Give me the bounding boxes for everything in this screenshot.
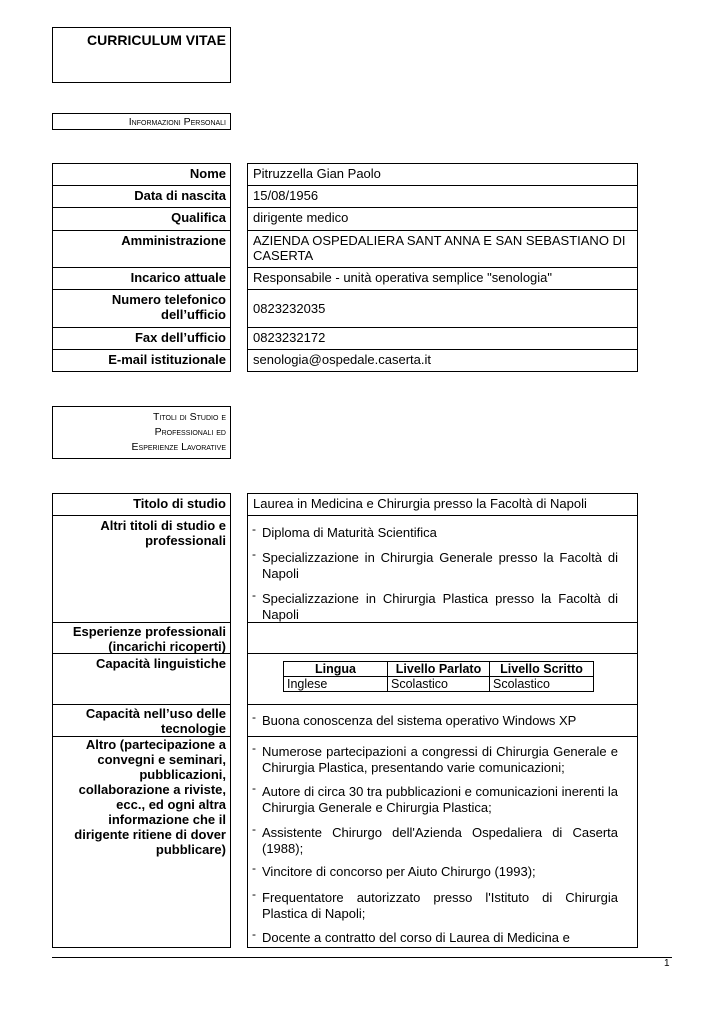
value-fax: 0823232172 [247, 327, 638, 350]
lang-header-parlato: Livello Parlato [388, 662, 490, 677]
list-item: - Assistente Chirurgo dell'Azienda Ospedaliera di Caserta (1988); [252, 822, 618, 856]
value-amministrazione: AZIENDA OSPEDALIERA SANT ANNA E SAN SEBASTIANO DI CASERTA [247, 230, 638, 268]
altro-item-5: Frequentatore autorizzato presso l'Istituto di Chirurgia Plastica di Napoli; [262, 890, 618, 921]
section-studies-line1: Titoli di Studio e [153, 411, 226, 423]
label-tecnologie: Capacità nell’uso delle tecnologie [52, 704, 231, 737]
label-data-nascita: Data di nascita [52, 185, 231, 208]
altro-item-1: Numerose partecipazioni a congressi di Chirurgia Generale e Chirurgia Plastica, presentando varie comunicazioni; [262, 744, 618, 775]
list-item: - Buona conoscenza del sistema operativo Windows XP [252, 713, 618, 729]
label-altro: Altro (partecipazione a convegni e seminari, pubblicazioni, collaborazione a riviste, ecc., ed ogni altra informazione che il dirigente ritiene di dover pubblicare) [52, 736, 231, 948]
value-qualifica: dirigente medico [247, 207, 638, 231]
section-studies-line2: Professionali ed [154, 426, 226, 438]
cv-title: CURRICULUM VITAE [87, 32, 226, 48]
footer-divider [52, 957, 672, 958]
altro-item-4: Vincitore di concorso per Aiuto Chirurgo (1993); [262, 864, 536, 879]
value-incarico: Responsabile - unità operativa semplice "senologia" [247, 267, 638, 290]
altri-titoli-item-3: Specializzazione in Chirurgia Plastica presso la Facoltà di Napoli [262, 591, 618, 622]
list-item: - Numerose partecipazioni a congressi di Chirurgia Generale e Chirurgia Plastica, presentando varie comunicazioni; [252, 741, 618, 775]
lang-cell-lingua: Inglese [284, 677, 388, 692]
label-qualifica: Qualifica [52, 207, 231, 231]
value-titolo-studio: Laurea in Medicina e Chirurgia presso la Facoltà di Napoli [247, 493, 638, 516]
label-nome: Nome [52, 163, 231, 186]
lang-cell-parlato: Scolastico [388, 677, 490, 692]
altro-item-2: Autore di circa 30 tra pubblicazioni e comunicazioni inerenti la Chirurgia Generale e Chirurgia Plastica; [262, 784, 618, 815]
section-personal-info: Informazioni Personali [52, 113, 231, 130]
value-esperienze [247, 622, 638, 654]
value-email: senologia@ospedale.caserta.it [247, 349, 638, 372]
label-email: E-mail istituzionale [52, 349, 231, 372]
label-titolo-studio: Titolo di studio [52, 493, 231, 516]
list-item: - Specializzazione in Chirurgia Generale presso la Facoltà di Napoli [252, 547, 618, 581]
label-fax: Fax dell’ufficio [52, 327, 231, 350]
languages-table [283, 661, 594, 692]
altri-titoli-item-1: Diploma di Maturità Scientifica [262, 525, 437, 540]
section-studies [52, 406, 231, 459]
value-telefono: 0823232035 [247, 289, 638, 328]
list-item: - Specializzazione in Chirurgia Plastica presso la Facoltà di Napoli [252, 588, 618, 622]
altro-item-3: Assistente Chirurgo dell'Azienda Ospedaliera di Caserta (1988); [262, 825, 618, 856]
label-incarico: Incarico attuale [52, 267, 231, 290]
cv-title-box [52, 27, 231, 83]
list-item: - Diploma di Maturità Scientifica [252, 525, 618, 541]
lang-cell-scritto: Scolastico [490, 677, 594, 692]
tecnologie-item: Buona conoscenza del sistema operativo Windows XP [262, 713, 577, 728]
label-amministrazione: Amministrazione [52, 230, 231, 268]
value-data-nascita: 15/08/1956 [247, 185, 638, 208]
altri-titoli-item-2: Specializzazione in Chirurgia Generale presso la Facoltà di Napoli [262, 550, 618, 581]
label-capacita-linguistiche: Capacità linguistiche [52, 653, 231, 705]
altro-item-6: Docente a contratto del corso di Laurea di Medicina e [262, 930, 570, 945]
page-number: 1 [664, 958, 670, 969]
section-studies-line3: Esperienze Lavorative [131, 441, 226, 453]
lang-header-lingua: Lingua [284, 662, 388, 677]
value-nome: Pitruzzella Gian Paolo [247, 163, 638, 186]
list-item: - Autore di circa 30 tra pubblicazioni e comunicazioni inerenti la Chirurgia Generale e Chirurgia Plastica; [252, 781, 618, 815]
label-altri-titoli: Altri titoli di studio e professionali [52, 515, 231, 623]
label-telefono: Numero telefonico dell’ufficio [52, 289, 231, 328]
list-item: - Frequentatore autorizzato presso l'Istituto di Chirurgia Plastica di Napoli; [252, 887, 618, 921]
list-item: - Vincitore di concorso per Aiuto Chirurgo (1993); [252, 864, 618, 880]
lang-header-scritto: Livello Scritto [490, 662, 594, 677]
label-esperienze: Esperienze professionali (incarichi ricoperti) [52, 622, 231, 654]
list-item: - Docente a contratto del corso di Laurea di Medicina e [252, 930, 618, 946]
